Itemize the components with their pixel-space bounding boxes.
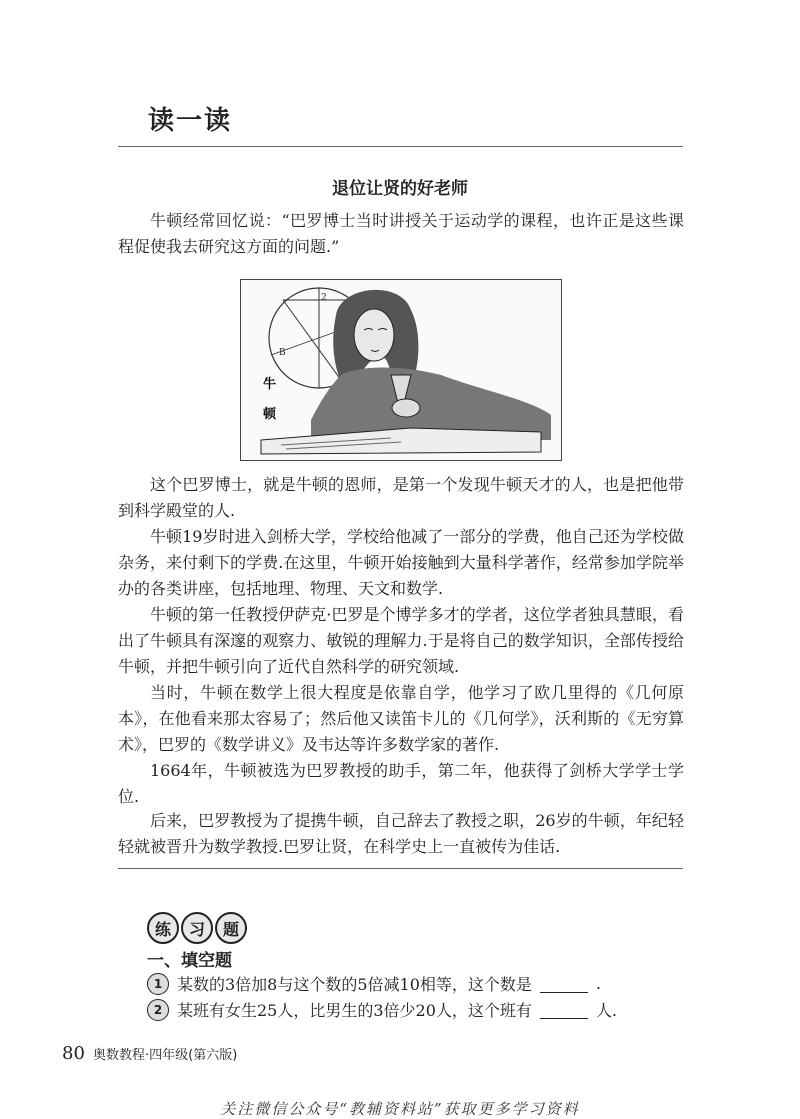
body-paragraph: 牛顿的第一任教授伊萨克·巴罗是个博学多才的学者，这位学者独具慧眼，看出了牛顿具有深邃的观察力、敏锐的理解力.于是将自己的数学知识，全部传授给牛顿，并把牛顿引向了近代自然科学的研究领域. — [118, 605, 684, 676]
badge-char: 题 — [215, 912, 247, 944]
body-paragraph: 1664年，牛顿被选为巴罗教授的助手，第二年，他获得了剑桥大学学士学位. — [118, 761, 684, 806]
page-number: 80 — [62, 1043, 85, 1064]
figure-label-b: B — [279, 348, 286, 358]
figure-caption-2: 顿 — [263, 407, 277, 422]
intro-paragraph: 牛顿经常回忆说：“巴罗博士当时讲授关于运动学的课程，也许正是这些课程促使我去研究这方面的问题.” — [118, 211, 684, 256]
answer-blank[interactable] — [540, 1000, 588, 1019]
question-number: 1 — [147, 973, 169, 995]
top-divider — [118, 146, 683, 147]
figure-label-2: 2 — [321, 293, 327, 303]
question-item — [147, 998, 617, 1021]
newton-illustration — [240, 279, 562, 461]
body-paragraph: 牛顿19岁时进入剑桥大学，学校给他减了一部分的学费，他自己还为学校做杂务，来付剩下的学费.在这里，牛顿开始接触到大量科学著作，经常参加学院举办的各类讲座，包括地理、物理、天文和数学. — [118, 527, 684, 598]
question-text: 某数的3倍加8与这个数的5倍减10相等，这个数是 — [177, 975, 532, 994]
fill-in-heading: 一、填空题 — [147, 951, 232, 971]
body-paragraph: 这个巴罗博士，就是牛顿的恩师，是第一个发现牛顿天才的人，也是把他带到科学殿堂的人. — [118, 475, 684, 520]
watermark-text: 关注微信公众号“教辅资料站”获取更多学习资料 — [220, 1100, 580, 1118]
section-title: 读一读 — [148, 106, 233, 136]
question-suffix: . — [595, 974, 601, 993]
question-number: 2 — [147, 999, 169, 1021]
badge-char: 习 — [181, 912, 213, 944]
question-item — [147, 972, 601, 995]
newton-portrait-icon — [241, 280, 561, 460]
page-footer — [62, 1043, 237, 1064]
question-text: 某班有女生25人，比男生的3倍少20人，这个班有 — [177, 1001, 532, 1020]
answer-blank[interactable] — [540, 974, 588, 993]
book-title: 奥数教程·四年级(第六版) — [93, 1048, 238, 1063]
body-paragraph: 后来，巴罗教授为了提携牛顿，自己辞去了教授之职，26岁的牛顿，年纪轻轻就被晋升为数学教授.巴罗让贤，在科学史上一直被传为佳话. — [118, 811, 684, 856]
figure-caption-1: 牛 — [263, 377, 277, 392]
body-paragraph: 当时，牛顿在数学上很大程度是依靠自学，他学习了欧几里得的《几何原本》，在他看来那太容易了；然后他又读笛卡儿的《几何学》，沃利斯的《无穷算术》，巴罗的《数学讲义》及韦达等许多数学家的著作. — [118, 683, 684, 754]
question-suffix: 人. — [595, 1001, 617, 1020]
bottom-divider — [118, 868, 683, 869]
badge-char: 练 — [147, 912, 179, 944]
exercise-badge — [147, 912, 247, 944]
article-title: 退位让贤的好老师 — [332, 179, 468, 199]
